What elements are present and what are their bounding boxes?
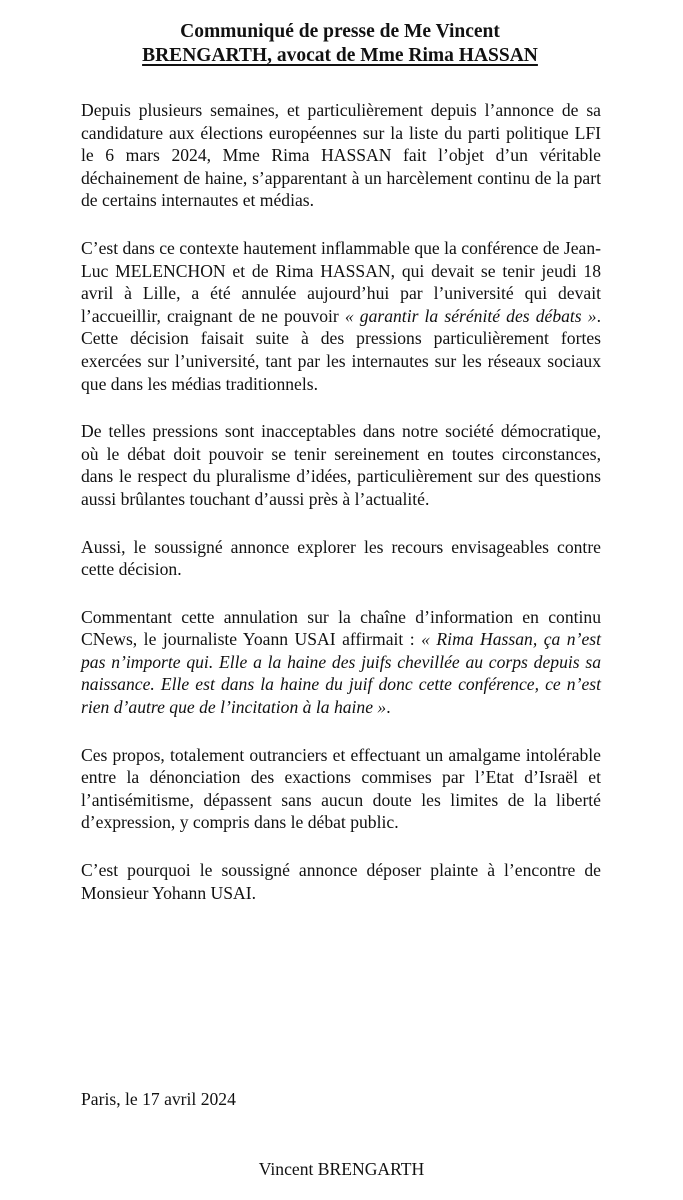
paragraph-7: C’est pourquoi le soussigné annonce déposer plainte à l’encontre de Monsieur Yohann USAI. [81, 860, 601, 903]
paragraph-5 [81, 606, 601, 719]
paragraph-5-text-after: . [386, 697, 391, 718]
title-line-1: Communiqué de presse de Me Vincent [180, 21, 500, 42]
paragraph-2-text-before: C’est dans ce contexte hautement inflammable que la conférence de Jean-Luc MELENCHON et de Rima HASSAN, qui devait se tenir jeudi 18 avril à Lille, a été annulée aujourd’hui par l’université qui devait l’accueillir, craignant de ne pouvoir [81, 237, 601, 326]
paragraph-2 [81, 237, 601, 395]
paragraph-2-text-after: . Cette décision faisait suite à des pressions particulièrement fortes exercées sur l’université, tant par les internautes sur les réseaux sociaux que dans les médias traditionnels. [81, 305, 601, 394]
press-release-title [80, 20, 600, 68]
date-line: Paris, le 17 avril 2024 [81, 1089, 236, 1109]
paragraph-5-quote: « Rima Hassan, ça n’est pas n’importe qui. Elle a la haine des juifs chevillée au corps depuis sa naissance. Elle est dans la haine du juif donc cette conférence, ce n’est rien d’autre que de l’incitation à la haine » [81, 629, 601, 718]
paragraph-2-quote: « garantir la sérénité des débats » [344, 305, 597, 326]
paragraph-6: Ces propos, totalement outranciers et effectuant un amalgame intolérable entre la dénonciation des exactions commises par l’Etat d’Israël et l’antisémitisme, dépassent sans aucun doute les limites de la liberté d’expression, y compris dans le débat public. [81, 744, 601, 833]
signature: Vincent BRENGARTH [258, 1159, 425, 1179]
title-line-2: BRENGARTH, avocat de Mme Rima HASSAN [142, 45, 538, 66]
paragraph-5-text-before: Commentant cette annulation sur la chaîne d’information en continu CNews, le journaliste Yoann USAI affirmait : [81, 606, 601, 650]
paragraph-3: De telles pressions sont inacceptables dans notre société démocratique, où le débat doit pouvoir se tenir sereinement en toutes circonstances, dans le respect du pluralisme d’idées, particulièrement sur des questions aussi brûlantes touchant d’aussi près à l’actualité. [81, 421, 601, 509]
paragraph-4: Aussi, le soussigné annonce explorer les recours envisageables contre cette décision. [81, 536, 601, 580]
paragraph-1: Depuis plusieurs semaines, et particulièrement depuis l’annonce de sa candidature aux élections européennes sur la liste du parti politique LFI le 6 mars 2024, Mme Rima HASSAN fait l’objet d’un véritable déchainement de haine, s’apparentant à un harcèlement continu de la part de certains internautes et médias. [81, 100, 601, 211]
press-release-body [81, 99, 601, 929]
